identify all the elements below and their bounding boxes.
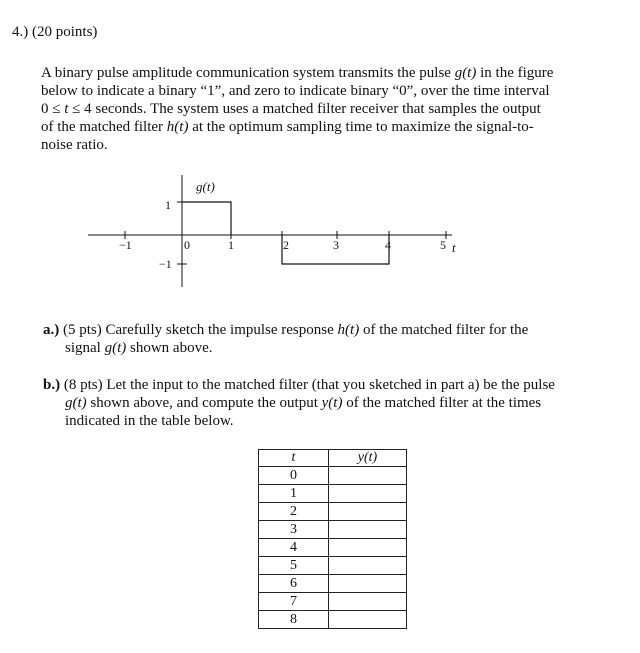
y-value-cell[interactable] [329,539,407,557]
part-b [43,376,623,430]
part-b-line-1: b.) (8 pts) Let the input to the matched filter (that you sketched in part a) be the pulse [43,377,555,393]
table-row [259,611,407,629]
t-value: 4 [259,539,329,557]
y-value-cell[interactable] [329,611,407,629]
table-row [259,575,407,593]
t-value: 3 [259,521,329,539]
x-tick-label: 3 [333,238,339,252]
t-value: 1 [259,485,329,503]
part-b-line-3: indicated in the table below. [65,413,234,429]
t-value: 8 [259,611,329,629]
problem-statement [41,64,601,154]
signal-label: g(t) [196,179,215,194]
t-value: 0 [259,467,329,485]
table-row [259,521,407,539]
x-tick-label: 4 [385,238,391,252]
t-value: 7 [259,593,329,611]
part-b-line-2: g(t) shown above, and compute the output y(t) of the matched filter at the times [65,395,542,411]
y-value-cell[interactable] [329,521,407,539]
header-y: y(t) [329,450,407,467]
statement-line-5: noise ratio. [41,137,108,153]
statement-line-3: 0 ≤ t ≤ 4 seconds. The system uses a matched filter receiver that samples the output [41,101,541,117]
part-a [43,321,618,357]
table-row [259,467,407,485]
t-value: 6 [259,575,329,593]
y-value-cell[interactable] [329,485,407,503]
y-value-cell[interactable] [329,575,407,593]
part-a-line-2: signal g(t) shown above. [65,340,213,356]
pulse-figure [0,170,640,295]
time-axis-label: t [452,240,456,255]
x-tick-label: 5 [440,238,446,252]
y-value-cell[interactable] [329,557,407,575]
header-t: t [259,450,329,467]
statement-line-2: below to indicate a binary “1”, and zero to indicate binary “0”, over the time interval [41,83,550,99]
y-value-cell[interactable] [329,503,407,521]
x-tick-label: 0 [184,238,190,252]
problem-heading: 4.) (20 points) [12,24,98,40]
table-row [259,593,407,611]
x-tick-label: 1 [228,238,234,252]
table-row [259,485,407,503]
table-row [259,557,407,575]
t-value: 5 [259,557,329,575]
t-value: 2 [259,503,329,521]
table-row [259,503,407,521]
table-row [259,539,407,557]
part-a-line-1: a.) (5 pts) Carefully sketch the impulse response h(t) of the matched filter for the [43,322,529,338]
y-tick-label: 1 [165,198,171,212]
y-tick-label: −1 [159,257,172,271]
statement-line-1: A binary pulse amplitude communication system transmits the pulse g(t) in the figure [41,65,554,81]
pulse-positive-segment [182,202,231,235]
x-tick-label: −1 [119,238,132,252]
y-value-cell[interactable] [329,467,407,485]
statement-line-4: of the matched filter h(t) at the optimum sampling time to maximize the signal-to- [41,119,534,135]
y-value-cell[interactable] [329,593,407,611]
x-tick-label: 2 [283,238,289,252]
table-header-row [259,450,407,467]
answer-table [258,449,407,629]
